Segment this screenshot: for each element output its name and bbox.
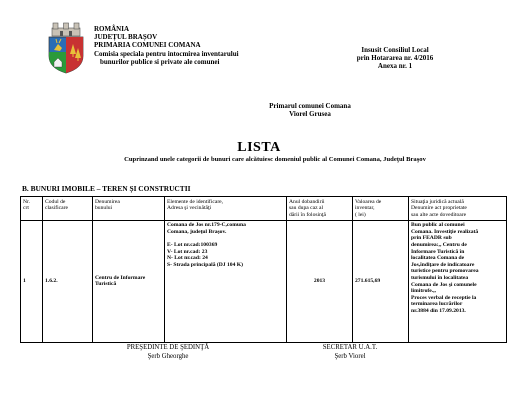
- secretary-name: Şerb Viorel: [334, 352, 366, 360]
- signature-left: [108, 344, 228, 361]
- commission-assets: bunurilor publice si private ale comunei: [100, 57, 220, 66]
- cell-value: 271.615,69: [353, 220, 409, 342]
- header-legal: Situaţia juridică actuală Denumire act proprietate sau alte acte doveditoare: [409, 197, 507, 221]
- cell-name: Centru de Informare Turistică: [93, 220, 165, 342]
- header-left: [94, 25, 239, 66]
- cell-identification: Comana de Jos nr.179-C,comuna Comana, judeţul Braşov. E- Lot nr.cad:100369 V- Lot nr.cad: 23 N- Lot nr.cad: 24 S- Strada principală (DJ 104 K): [165, 220, 287, 342]
- mayor-block: [250, 102, 370, 119]
- county-name: JUDEȚUL BRAȘOV: [94, 33, 158, 42]
- header-year: Anul dobandirii sau dupa caz al dării în folosinţă: [287, 197, 353, 221]
- president-title: PREŞEDINTE DE ŞEDINŢĂ: [126, 344, 210, 351]
- table-header-row: [21, 197, 507, 221]
- header-nr: Nr. crt: [21, 197, 43, 221]
- approval-line: Insusit Consiliul Local: [361, 46, 429, 54]
- coat-of-arms-icon: [44, 22, 88, 74]
- annex-line: Anexa nr. 1: [377, 62, 413, 71]
- header-value: Valoarea de inventar, ( lei): [353, 197, 409, 221]
- header-name: Denumirea bunului: [93, 197, 165, 221]
- table-row: [21, 220, 507, 342]
- mayor-title: Primarul comunei Comana: [269, 102, 351, 110]
- inventory-table: [20, 196, 507, 343]
- cell-year: 2013: [287, 220, 353, 342]
- decision-line: prin Hotararea nr. 4/2016: [356, 54, 434, 63]
- commission-name: Comisia speciala pentru intocmirea inventarului: [94, 49, 239, 58]
- document-subtitle: Cuprinzand unele categorii de bunuri care alcătuiesc domeniul public al Comunei Comana, Judeţul Braşov: [124, 156, 426, 163]
- mayor-name: Viorel Grusea: [289, 110, 331, 119]
- header-identification: Elemente de identificare, Adresa şi vecinătăţi: [165, 197, 287, 221]
- signature-right: [300, 344, 400, 361]
- president-name: Şerb Gheorghe: [147, 352, 189, 360]
- document-title: LISTA: [237, 140, 281, 155]
- secretary-title: SECRETAR U.A.T.: [322, 344, 378, 351]
- cell-nr: 1: [21, 220, 43, 342]
- town-hall-name: PRIMARIA COMUNEI COMANA: [94, 41, 201, 50]
- section-heading: B. BUNURI IMOBILE – TEREN ȘI CONSTRUCTII: [22, 184, 191, 193]
- cell-code: 1.6.2.: [43, 220, 93, 342]
- header-code: Codul de clasificare: [43, 197, 93, 221]
- header-right: [332, 46, 458, 71]
- country-name: ROMÂNIA: [94, 25, 129, 33]
- cell-legal: Bun public al comunei Comana. Investiţie realizată prin FEADR sub denumirea:,, Centru de Informare Turistică în localitatea Comana de Jos,îndiţare de indicatoare turistice pentru promovarea turismului în localitatea Comana de Jos şi comunele limitrofe.,, Proces verbal de receptie la terminarea lucrărilor nr.3884 din 17.09.2013.: [409, 220, 507, 342]
